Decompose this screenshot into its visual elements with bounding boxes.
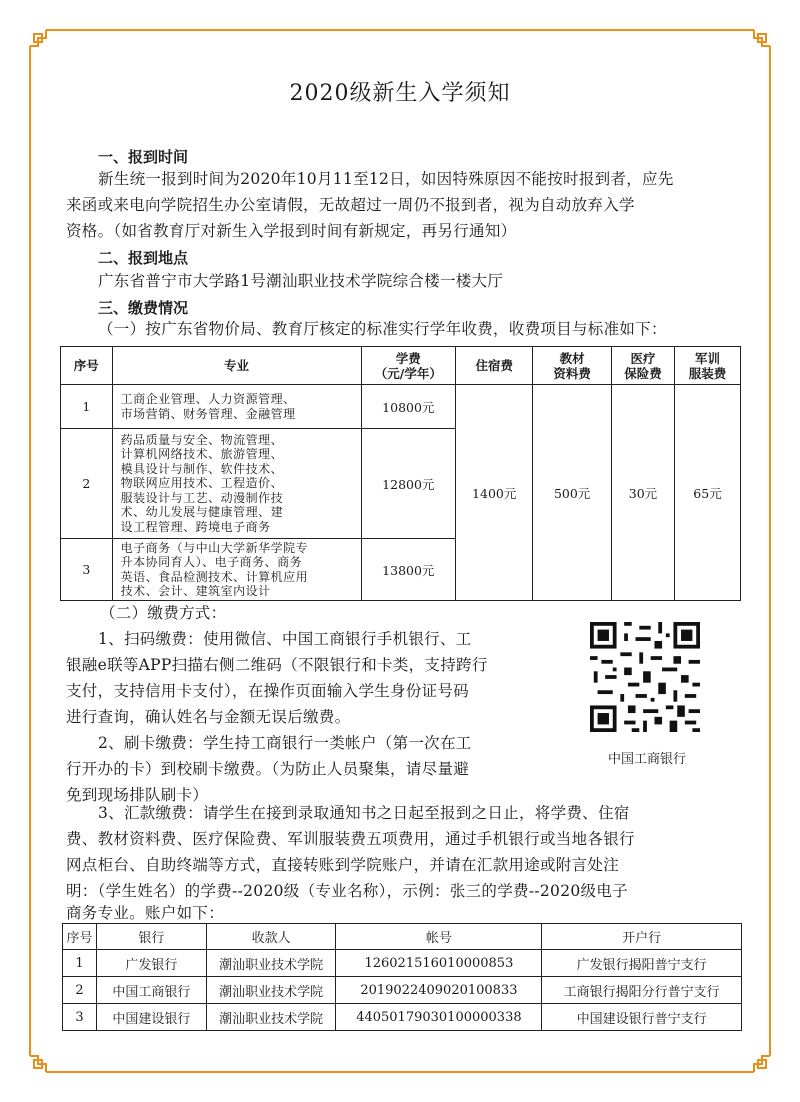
card-line-3: 免到现场排队刷卡） xyxy=(66,786,209,804)
time-line-1: 新生统一报到时间为2020年10月11至12日，如因特殊原因不能按时报到者，应先 xyxy=(98,170,674,188)
fees-intro: （一）按广东省物价局、教育厅核定的标准实行学年收费，收费项目与标准如下： xyxy=(98,320,667,338)
remit-line-3: 网点柜台、自助终端等方式，直接转账到学院账户，并请在汇款用途或附言处注 xyxy=(66,856,620,874)
header-cell: 收款人 xyxy=(206,924,336,950)
qr-caption: 中国工商银行 xyxy=(607,752,686,767)
header-cell: 帐号 xyxy=(336,924,542,950)
cell-no: 1 xyxy=(63,950,97,977)
row-tuition: 12800元 xyxy=(361,429,456,539)
table-row xyxy=(63,1004,742,1031)
row-tuition: 13800元 xyxy=(361,539,456,601)
row-tuition: 10800元 xyxy=(361,385,456,429)
scan-line-3: 支付，支持信用卡支付），在操作页面输入学生身份证号码 xyxy=(66,682,470,700)
fee-table-header xyxy=(61,347,741,385)
cell-branch: 工商银行揭阳分行普宁支行 xyxy=(542,977,742,1004)
row-no: 1 xyxy=(61,385,113,429)
row-no: 3 xyxy=(61,539,113,601)
cell-account[interactable]: 44050179030100000338 xyxy=(336,1004,542,1031)
card-line-1: 2、刷卡缴费：学生持工商银行一类帐户（第一次在工 xyxy=(98,734,472,752)
scan-line-2: 银融e联等APP扫描右侧二维码（不限银行和卡类，支持跨行 xyxy=(66,656,488,674)
page-title: 2020级新生入学须知 xyxy=(289,81,511,106)
cell-payee: 潮汕职业技术学院 xyxy=(206,950,336,977)
scan-line-1: 1、扫码缴费：使用微信、中国工商银行手机银行、工 xyxy=(98,630,472,648)
cell-bank: 中国建设银行 xyxy=(96,1004,206,1031)
header-material: 教材 资料费 xyxy=(533,347,612,385)
header-cell: 开户行 xyxy=(542,924,742,950)
table-row xyxy=(63,950,742,977)
remit-line-5: 商务专业。账户如下： xyxy=(66,904,225,922)
row-majors: 药品质量与安全、物流管理、 计算机网络技术、旅游管理、 模具设计与制作、软件技术、 物联网应用技术、工程造价、 服装设计与工艺、动漫制作技 术、幼儿发展与健康管理、建 设工程管理、跨境电子商务 xyxy=(112,429,361,539)
header-major: 专业 xyxy=(112,347,361,385)
header-lodging: 住宿费 xyxy=(456,347,533,385)
cell-account[interactable]: 126021516010000853 xyxy=(336,950,542,977)
cell-payee: 潮汕职业技术学院 xyxy=(206,1004,336,1031)
cell-no: 3 xyxy=(63,1004,97,1031)
row-majors: 工商企业管理、人力资源管理、 市场营销、财务管理、金融管理 xyxy=(112,385,361,429)
section-heading-time: 一、报到时间 xyxy=(98,148,189,166)
uniform-fee: 65元 xyxy=(675,385,741,601)
cell-no: 2 xyxy=(63,977,97,1004)
section-heading-location: 二、报到地点 xyxy=(98,249,189,267)
cell-bank: 广发银行 xyxy=(96,950,206,977)
cell-branch: 中国建设银行普宁支行 xyxy=(542,1004,742,1031)
header-tuition: 学费 （元/学年） xyxy=(361,347,456,385)
insurance-fee: 30元 xyxy=(611,385,674,601)
location-address: 广东省普宁市大学路1号潮汕职业技术学院综合楼一楼大厅 xyxy=(98,272,504,290)
section-heading-fees: 三、缴费情况 xyxy=(98,299,189,317)
header-insurance: 医疗 保险费 xyxy=(611,347,674,385)
header-cell: 序号 xyxy=(63,924,97,950)
table-row xyxy=(61,385,741,429)
payment-heading: （二）缴费方式： xyxy=(100,604,227,622)
account-table-header xyxy=(63,924,742,950)
remit-line-2: 费、教材资料费、医疗保险费、军训服装费五项费用，通过手机银行或当地各银行 xyxy=(66,830,635,848)
header-no: 序号 xyxy=(61,347,113,385)
header-cell: 银行 xyxy=(96,924,206,950)
row-no: 2 xyxy=(61,429,113,539)
qr-code-icon[interactable] xyxy=(590,622,700,732)
time-line-2: 来函或来电向学院招生办公室请假，无故超过一周仍不报到者，视为自动放弃入学 xyxy=(66,196,635,214)
card-line-2: 行开办的卡）到校刷卡缴费。（为防止人员聚集，请尽量避 xyxy=(66,760,470,778)
fee-table xyxy=(60,346,741,601)
account-table xyxy=(62,923,742,1031)
table-row xyxy=(63,977,742,1004)
remit-line-1: 3、汇款缴费：请学生在接到录取通知书之日起至报到之日止，将学费、住宿 xyxy=(98,804,630,822)
cell-payee: 潮汕职业技术学院 xyxy=(206,977,336,1004)
remit-line-4: 明：（学生姓名）的学费--2020级（专业名称），示例：张三的学费--2020级电子 xyxy=(66,882,628,900)
row-majors: 电子商务（与中山大学新华学院专 升本协同育人）、电子商务、商务 英语、食品检测技术、计算机应用 技术、会计、建筑室内设计 xyxy=(112,539,361,601)
lodging-fee: 1400元 xyxy=(456,385,533,601)
cell-account[interactable]: 2019022409020100833 xyxy=(336,977,542,1004)
time-line-3: 资格。（如省教育厅对新生入学报到时间有新规定，再另行通知） xyxy=(66,222,517,240)
material-fee: 500元 xyxy=(533,385,612,601)
header-uniform: 军训 服装费 xyxy=(675,347,741,385)
scan-line-4: 进行查询，确认姓名与金额无误后缴费。 xyxy=(66,708,351,726)
cell-branch: 广发银行揭阳普宁支行 xyxy=(542,950,742,977)
cell-bank: 中国工商银行 xyxy=(96,977,206,1004)
